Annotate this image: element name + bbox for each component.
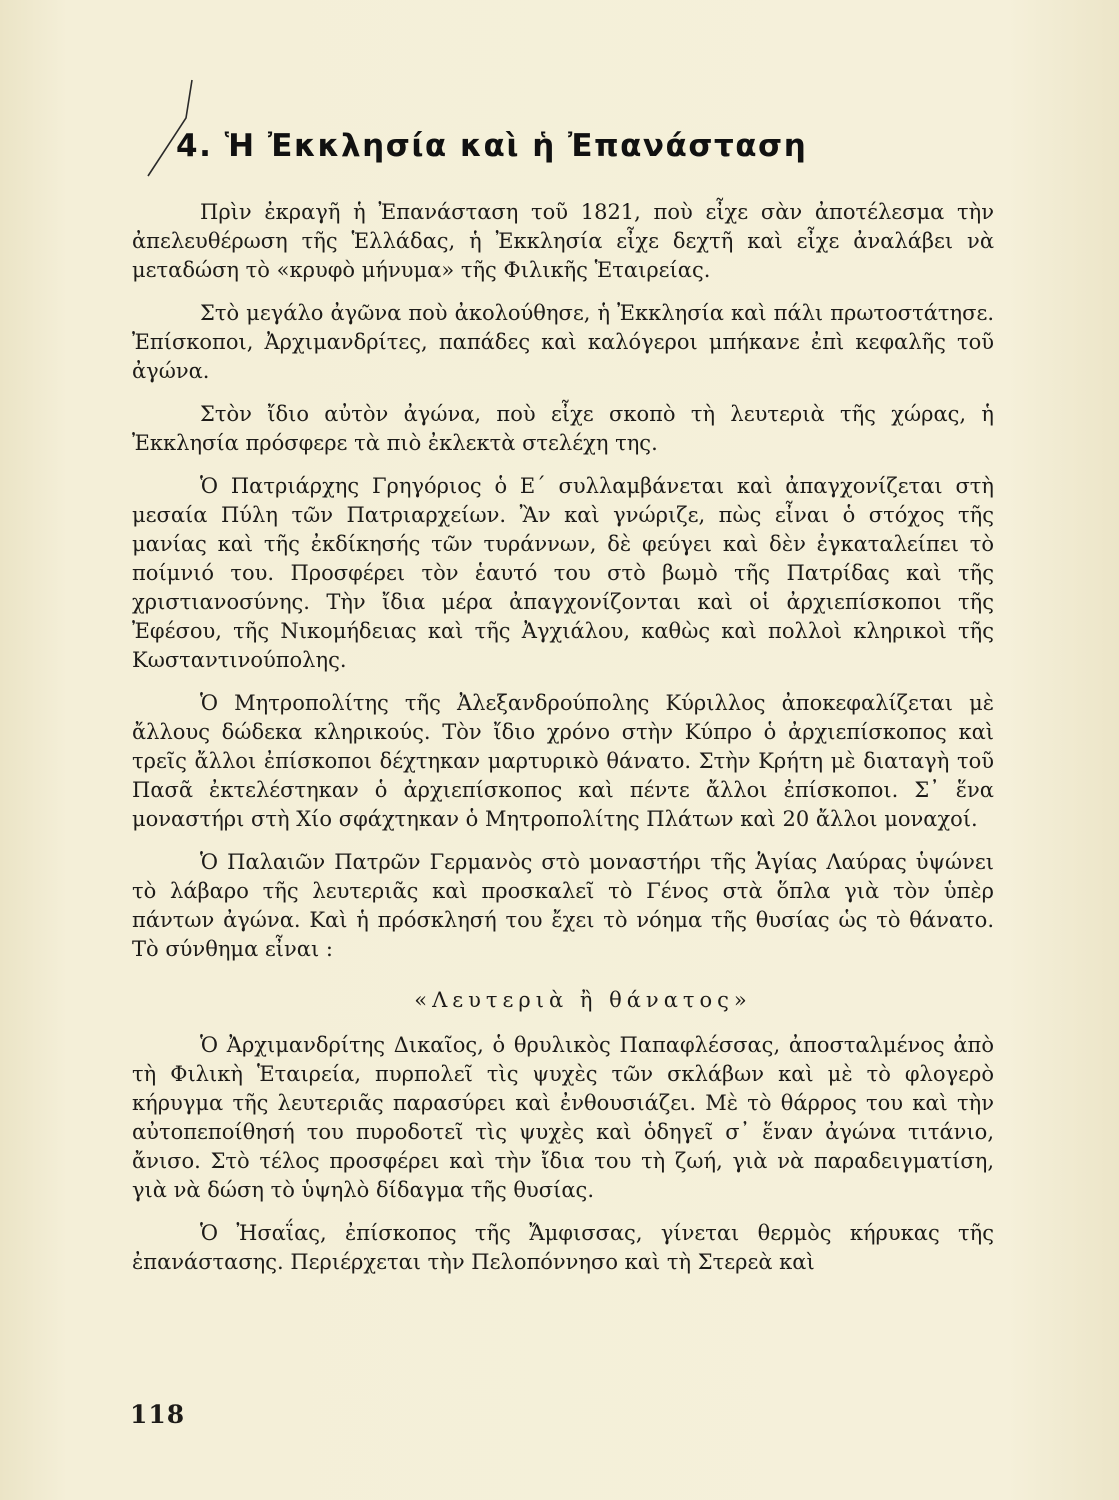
paragraph: Ὁ Μητροπολίτης τῆς Ἀλεξανδρούπολης Κύριλλος ἀποκεφαλίζεται μὲ ἄλλους δώδεκα κληρικούς. Τὸν ἴδιο χρόνο στὴν Κύπρο ὁ ἀρχιεπίσκοπος καὶ τρεῖς ἄλλοι ἐπίσκοποι δέχτηκαν μαρτυρικὸ θάνατο. Στὴν Κρήτη μὲ διαταγὴ τοῦ Πασᾶ ἐκτελέστηκαν ὁ ἀρχιεπίσκοπος καὶ πέντε ἄλλοι ἐπίσκοποι. Σ᾿ ἕνα μοναστήρι στὴ Χίο σφάχτηκαν ὁ Μητροπολίτης Πλάτων καὶ 20 ἄλλοι μοναχοί. <box>132 691 994 831</box>
body-text <box>132 198 994 1291</box>
paragraph: Στὸ μεγάλο ἀγῶνα ποὺ ἀκολούθησε, ἡ Ἐκκλησία καὶ πάλι πρωτοστάτησε. Ἐπίσκοποι, Ἀρχιμανδρίτες, παπάδες καὶ καλόγεροι μπήκανε ἐπὶ κεφαλῆς τοῦ ἀγώνα. <box>132 301 994 383</box>
paragraph: Ὁ Παλαιῶν Πατρῶν Γερμανὸς στὸ μοναστήρι τῆς Ἁγίας Λαύρας ὑψώνει τὸ λάβαρο τῆς λευτεριᾶς καὶ προσκαλεῖ τὸ Γένος στὰ ὅπλα γιὰ τὸν ὑπὲρ πάντων ἀγώνα. Καὶ ἡ πρόσκλησή του ἔχει τὸ νόημα τῆς θυσίας ὡς τὸ θάνατο. Τὸ σύνθημα εἶναι : <box>132 850 994 961</box>
paragraph: Στὸν ἴδιο αὐτὸν ἀγώνα, ποὺ εἶχε σκοπὸ τὴ λευτεριὰ τῆς χώρας, ἡ Ἐκκλησία πρόσφερε τὰ πιὸ ἐκλεκτὰ στελέχη της. <box>132 402 994 455</box>
paragraph: Ὁ Ἀρχιμανδρίτης Δικαῖος, ὁ θρυλικὸς Παπαφλέσσας, ἀποσταλμένος ἀπὸ τὴ Φιλικὴ Ἑταιρεία, πυρπολεῖ τὶς ψυχὲς τῶν σκλάβων καὶ μὲ τὸ φλογερὸ κήρυγμα τῆς λευτεριᾶς παρασύρει καὶ ἐνθουσιάζει. Μὲ τὸ θάρρος του καὶ τὴν αὐτοπεποίθησή του πυροδοτεῖ τὶς ψυχὲς καὶ ὁδηγεῖ σ᾿ ἕναν ἀγώνα τιτάνιο, ἄνισο. Στὸ τέλος προσφέρει καὶ τὴν ἴδια του τὴ ζωή, γιὰ νὰ παραδειγματίση, γιὰ νὰ δώση τὸ ὑψηλὸ δίδαγμα τῆς θυσίας. <box>132 1033 994 1202</box>
paragraph: Πρὶν ἐκραγῆ ἡ Ἐπανάσταση τοῦ 1821, ποὺ εἶχε σὰν ἀποτέλεσμα τὴν ἀπελευθέρωση τῆς Ἑλλάδας, ἡ Ἐκκλησία εἶχε δεχτῆ καὶ εἶχε ἀναλάβει νὰ μεταδώση τὸ «κρυφὸ μήνυμα» τῆς Φιλικῆς Ἑταιρείας. <box>132 200 994 282</box>
paragraph: Ὁ Ἠσαΐας, ἐπίσκοπος τῆς Ἄμφισσας, γίνεται θερμὸς κήρυκας τῆς ἐπανάστασης. Περιέρχεται τὴν Πελοπόννησο καὶ τὴ Στερεὰ καὶ <box>132 1221 994 1274</box>
paragraph: Ὁ Πατριάρχης Γρηγόριος ὁ Ε΄ συλλαμβάνεται καὶ ἀπαγχονίζεται στὴ μεσαία Πύλη τῶν Πατριαρχείων. Ἂν καὶ γνώριζε, πὼς εἶναι ὁ στόχος τῆς μανίας καὶ τῆς ἐκδίκησής τῶν τυράννων, δὲ φεύγει καὶ δὲν ἐγκαταλείπει τὸ ποίμνιό του. Προσφέρει τὸν ἑαυτό του στὸ βωμὸ τῆς Πατρίδας καὶ τῆς χριστιανοσύνης. Τὴν ἴδια μέρα ἀπαγχονίζονται καὶ οἱ ἀρχιεπίσκοποι τῆς Ἐφέσου, τῆς Νικομήδειας καὶ τῆς Ἀγχιάλου, καθὼς καὶ πολλοὶ κληρικοὶ τῆς Κωσταντινούπολης. <box>132 474 994 672</box>
slogan: «Λευτεριὰ ἢ θάνατος» <box>414 988 752 1012</box>
chapter-heading: 4. Ἡ Ἐκκλησία καὶ ἡ Ἐπανάσταση <box>176 128 808 164</box>
page-number: 118 <box>130 1400 186 1429</box>
